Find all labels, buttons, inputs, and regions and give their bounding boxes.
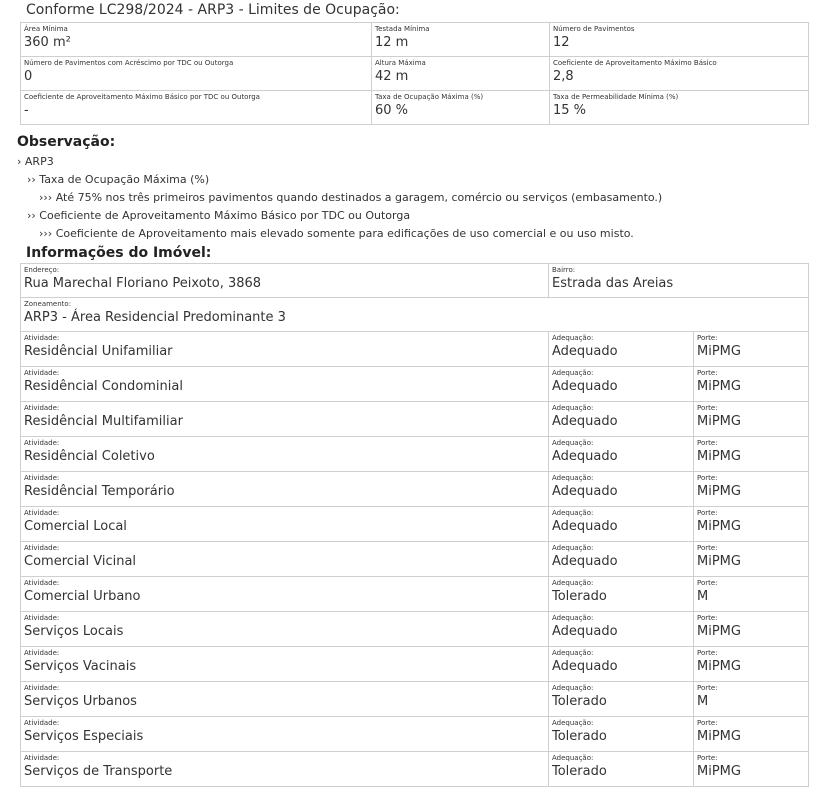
- adequacao-label: Adequação:: [552, 334, 594, 342]
- limits-row: [21, 23, 809, 57]
- limit-value: 2,8: [553, 69, 574, 84]
- porte-cell: [694, 717, 809, 752]
- atividade-label: Atividade:: [24, 579, 60, 587]
- porte-cell: [694, 612, 809, 647]
- porte-cell: [694, 367, 809, 402]
- porte-value: MiPMG: [697, 484, 741, 499]
- porte-value: MiPMG: [697, 729, 741, 744]
- endereco-label: Endereço:: [24, 266, 60, 274]
- endereco-value: Rua Marechal Floriano Peixoto, 3868: [24, 276, 262, 291]
- porte-cell: [694, 402, 809, 437]
- atividade-cell: [21, 402, 549, 437]
- limit-value: 15 %: [553, 103, 587, 118]
- atividade-label: Atividade:: [24, 509, 60, 517]
- adequacao-label: Adequação:: [552, 439, 594, 447]
- limit-cell-pavimentos-acrescimo: [21, 57, 372, 91]
- porte-label: Porte:: [697, 439, 718, 447]
- atividade-cell: [21, 717, 549, 752]
- atividade-label: Atividade:: [24, 474, 60, 482]
- activity-row-residencial-condominial: [21, 367, 809, 402]
- adequacao-label: Adequação:: [552, 719, 594, 727]
- activity-row-residencial-multifamiliar: [21, 402, 809, 437]
- porte-cell: [694, 542, 809, 577]
- adequacao-label: Adequação:: [552, 649, 594, 657]
- atividade-value: Serviços de Transporte: [24, 764, 173, 779]
- adequacao-cell: [549, 507, 694, 542]
- atividade-label: Atividade:: [24, 544, 60, 552]
- adequacao-label: Adequação:: [552, 579, 594, 587]
- porte-value: MiPMG: [697, 624, 741, 639]
- adequacao-label: Adequação:: [552, 369, 594, 377]
- atividade-cell: [21, 542, 549, 577]
- limit-cell-coeficiente-tdc: [21, 91, 372, 125]
- limit-cell-testada-minima: [372, 23, 550, 57]
- adequacao-value: Adequado: [552, 554, 618, 569]
- atividade-value: Comercial Urbano: [24, 589, 141, 604]
- adequacao-label: Adequação:: [552, 614, 594, 622]
- atividade-value: Serviços Especiais: [24, 729, 144, 744]
- porte-cell: [694, 507, 809, 542]
- atividade-cell: [21, 332, 549, 367]
- adequacao-value: Adequado: [552, 519, 618, 534]
- porte-label: Porte:: [697, 614, 718, 622]
- porte-cell: [694, 577, 809, 612]
- adequacao-value: Adequado: [552, 449, 618, 464]
- atividade-cell: [21, 577, 549, 612]
- limit-cell-altura-maxima: [372, 57, 550, 91]
- atividade-cell: [21, 612, 549, 647]
- porte-value: MiPMG: [697, 414, 741, 429]
- limit-value: 360 m²: [24, 35, 71, 50]
- porte-label: Porte:: [697, 579, 718, 587]
- atividade-cell: [21, 752, 549, 787]
- limit-label: Número de Pavimentos: [553, 25, 635, 33]
- atividade-value: Residêncial Coletivo: [24, 449, 155, 464]
- atividade-value: Serviços Vacinais: [24, 659, 137, 674]
- observacao-note: ››› Coeficiente de Aproveitamento mais elevado somente para edificações de uso comercial e ou uso misto.: [39, 227, 634, 240]
- adequacao-value: Tolerado: [552, 764, 607, 779]
- limit-label: Testada Mínima: [375, 25, 430, 33]
- activity-row-servicos-vacinais: [21, 647, 809, 682]
- limits-row: [21, 91, 809, 125]
- activity-row-residencial-temporario: [21, 472, 809, 507]
- porte-label: Porte:: [697, 474, 718, 482]
- adequacao-value: Adequado: [552, 624, 618, 639]
- atividade-label: Atividade:: [24, 439, 60, 447]
- observacao-item: ›› Taxa de Ocupação Máxima (%): [27, 173, 210, 186]
- adequacao-cell: [549, 612, 694, 647]
- porte-cell: [694, 647, 809, 682]
- adequacao-label: Adequação:: [552, 684, 594, 692]
- atividade-value: Comercial Local: [24, 519, 127, 534]
- limits-title: Conforme LC298/2024 - ARP3 - Limites de Ocupação:: [26, 2, 400, 18]
- adequacao-label: Adequação:: [552, 474, 594, 482]
- porte-value: MiPMG: [697, 659, 741, 674]
- adequacao-cell: [549, 332, 694, 367]
- adequacao-value: Adequado: [552, 659, 618, 674]
- limits-row: [21, 57, 809, 91]
- porte-label: Porte:: [697, 334, 718, 342]
- limit-cell-taxa-ocupacao: [372, 91, 550, 125]
- limit-cell-coeficiente-basico: [550, 57, 809, 91]
- limit-label: Área Mínima: [24, 25, 68, 33]
- atividade-value: Serviços Urbanos: [24, 694, 137, 709]
- limit-label: Coeficiente de Aproveitamento Máximo Básico por TDC ou Outorga: [24, 93, 260, 101]
- activity-row-residencial-unifamiliar: [21, 332, 809, 367]
- adequacao-cell: [549, 752, 694, 787]
- zoneamento-row: [21, 298, 809, 332]
- adequacao-cell: [549, 682, 694, 717]
- activity-row-comercial-local: [21, 507, 809, 542]
- atividade-value: Residêncial Condominial: [24, 379, 183, 394]
- atividade-label: Atividade:: [24, 684, 60, 692]
- activity-row-servicos-urbanos: [21, 682, 809, 717]
- adequacao-cell: [549, 367, 694, 402]
- atividade-cell: [21, 647, 549, 682]
- activity-row-servicos-locais: [21, 612, 809, 647]
- zoneamento-value: ARP3 - Área Residencial Predominante 3: [24, 310, 286, 325]
- porte-cell: [694, 752, 809, 787]
- atividade-cell: [21, 507, 549, 542]
- porte-label: Porte:: [697, 684, 718, 692]
- porte-value: MiPMG: [697, 449, 741, 464]
- activity-rows: [21, 332, 809, 787]
- porte-label: Porte:: [697, 509, 718, 517]
- limit-value: 60 %: [375, 103, 409, 118]
- adequacao-cell: [549, 472, 694, 507]
- atividade-label: Atividade:: [24, 649, 60, 657]
- porte-label: Porte:: [697, 754, 718, 762]
- limit-label: Altura Máxima: [375, 59, 426, 67]
- limit-value: 0: [24, 69, 33, 84]
- atividade-cell: [21, 367, 549, 402]
- porte-value: M: [697, 694, 709, 709]
- limit-value: 42 m: [375, 69, 409, 84]
- adequacao-value: Tolerado: [552, 694, 607, 709]
- observacao-note: ››› Até 75% nos três primeiros pavimentos quando destinados a garagem, comércio ou serviços (embasamento.): [39, 191, 663, 204]
- activity-row-comercial-urbano: [21, 577, 809, 612]
- adequacao-cell: [549, 717, 694, 752]
- atividade-label: Atividade:: [24, 719, 60, 727]
- activity-row-servicos-de-transporte: [21, 752, 809, 787]
- porte-label: Porte:: [697, 719, 718, 727]
- observacao-zone: › ARP3: [17, 155, 54, 168]
- atividade-value: Residêncial Multifamiliar: [24, 414, 183, 429]
- observacao-item: ›› Coeficiente de Aproveitamento Máximo Básico por TDC ou Outorga: [27, 209, 411, 222]
- porte-cell: [694, 332, 809, 367]
- adequacao-value: Adequado: [552, 484, 618, 499]
- atividade-cell: [21, 682, 549, 717]
- porte-label: Porte:: [697, 369, 718, 377]
- activity-row-residencial-coletivo: [21, 437, 809, 472]
- imovel-table: [20, 263, 809, 787]
- adequacao-value: Adequado: [552, 344, 618, 359]
- atividade-cell: [21, 437, 549, 472]
- porte-value: MiPMG: [697, 379, 741, 394]
- atividade-label: Atividade:: [24, 334, 60, 342]
- atividade-label: Atividade:: [24, 754, 60, 762]
- bairro-value: Estrada das Areias: [552, 276, 674, 291]
- porte-cell: [694, 682, 809, 717]
- limit-cell-area-minima: [21, 23, 372, 57]
- limit-label: Número de Pavimentos com Acréscimo por TDC ou Outorga: [24, 59, 234, 67]
- porte-label: Porte:: [697, 404, 718, 412]
- address-row: [21, 264, 809, 298]
- atividade-value: Serviços Locais: [24, 624, 124, 639]
- porte-cell: [694, 437, 809, 472]
- adequacao-cell: [549, 542, 694, 577]
- limit-label: Taxa de Ocupação Máxima (%): [375, 93, 484, 101]
- adequacao-cell: [549, 437, 694, 472]
- porte-value: MiPMG: [697, 344, 741, 359]
- limit-value: -: [24, 103, 29, 118]
- adequacao-value: Adequado: [552, 414, 618, 429]
- limit-cell-taxa-permeabilidade: [550, 91, 809, 125]
- limit-label: Taxa de Permeabilidade Mínima (%): [553, 93, 679, 101]
- activity-row-comercial-vicinal: [21, 542, 809, 577]
- bairro-cell: [549, 264, 809, 298]
- porte-value: MiPMG: [697, 764, 741, 779]
- adequacao-cell: [549, 647, 694, 682]
- adequacao-cell: [549, 402, 694, 437]
- atividade-label: Atividade:: [24, 614, 60, 622]
- atividade-label: Atividade:: [24, 404, 60, 412]
- imovel-title: Informações do Imóvel:: [26, 245, 212, 261]
- atividade-value: Residêncial Unifamiliar: [24, 344, 173, 359]
- limit-label: Coeficiente de Aproveitamento Máximo Básico: [553, 59, 717, 67]
- zoneamento-label: Zoneamento:: [24, 300, 72, 308]
- atividade-label: Atividade:: [24, 369, 60, 377]
- porte-label: Porte:: [697, 544, 718, 552]
- limit-value: 12 m: [375, 35, 409, 50]
- observacao-title: Observação:: [17, 134, 116, 150]
- limit-value: 12: [553, 35, 570, 50]
- adequacao-label: Adequação:: [552, 754, 594, 762]
- zoneamento-cell: [21, 298, 809, 332]
- limit-cell-numero-pavimentos: [550, 23, 809, 57]
- limits-table: [20, 22, 809, 125]
- porte-cell: [694, 472, 809, 507]
- atividade-value: Residêncial Temporário: [24, 484, 175, 499]
- bairro-label: Bairro:: [552, 266, 576, 274]
- atividade-value: Comercial Vicinal: [24, 554, 137, 569]
- adequacao-label: Adequação:: [552, 544, 594, 552]
- adequacao-value: Adequado: [552, 379, 618, 394]
- adequacao-value: Tolerado: [552, 729, 607, 744]
- porte-value: MiPMG: [697, 519, 741, 534]
- adequacao-label: Adequação:: [552, 404, 594, 412]
- adequacao-value: Tolerado: [552, 589, 607, 604]
- porte-value: MiPMG: [697, 554, 741, 569]
- porte-label: Porte:: [697, 649, 718, 657]
- atividade-cell: [21, 472, 549, 507]
- porte-value: M: [697, 589, 709, 604]
- endereco-cell: [21, 264, 549, 298]
- adequacao-cell: [549, 577, 694, 612]
- adequacao-label: Adequação:: [552, 509, 594, 517]
- activity-row-servicos-especiais: [21, 717, 809, 752]
